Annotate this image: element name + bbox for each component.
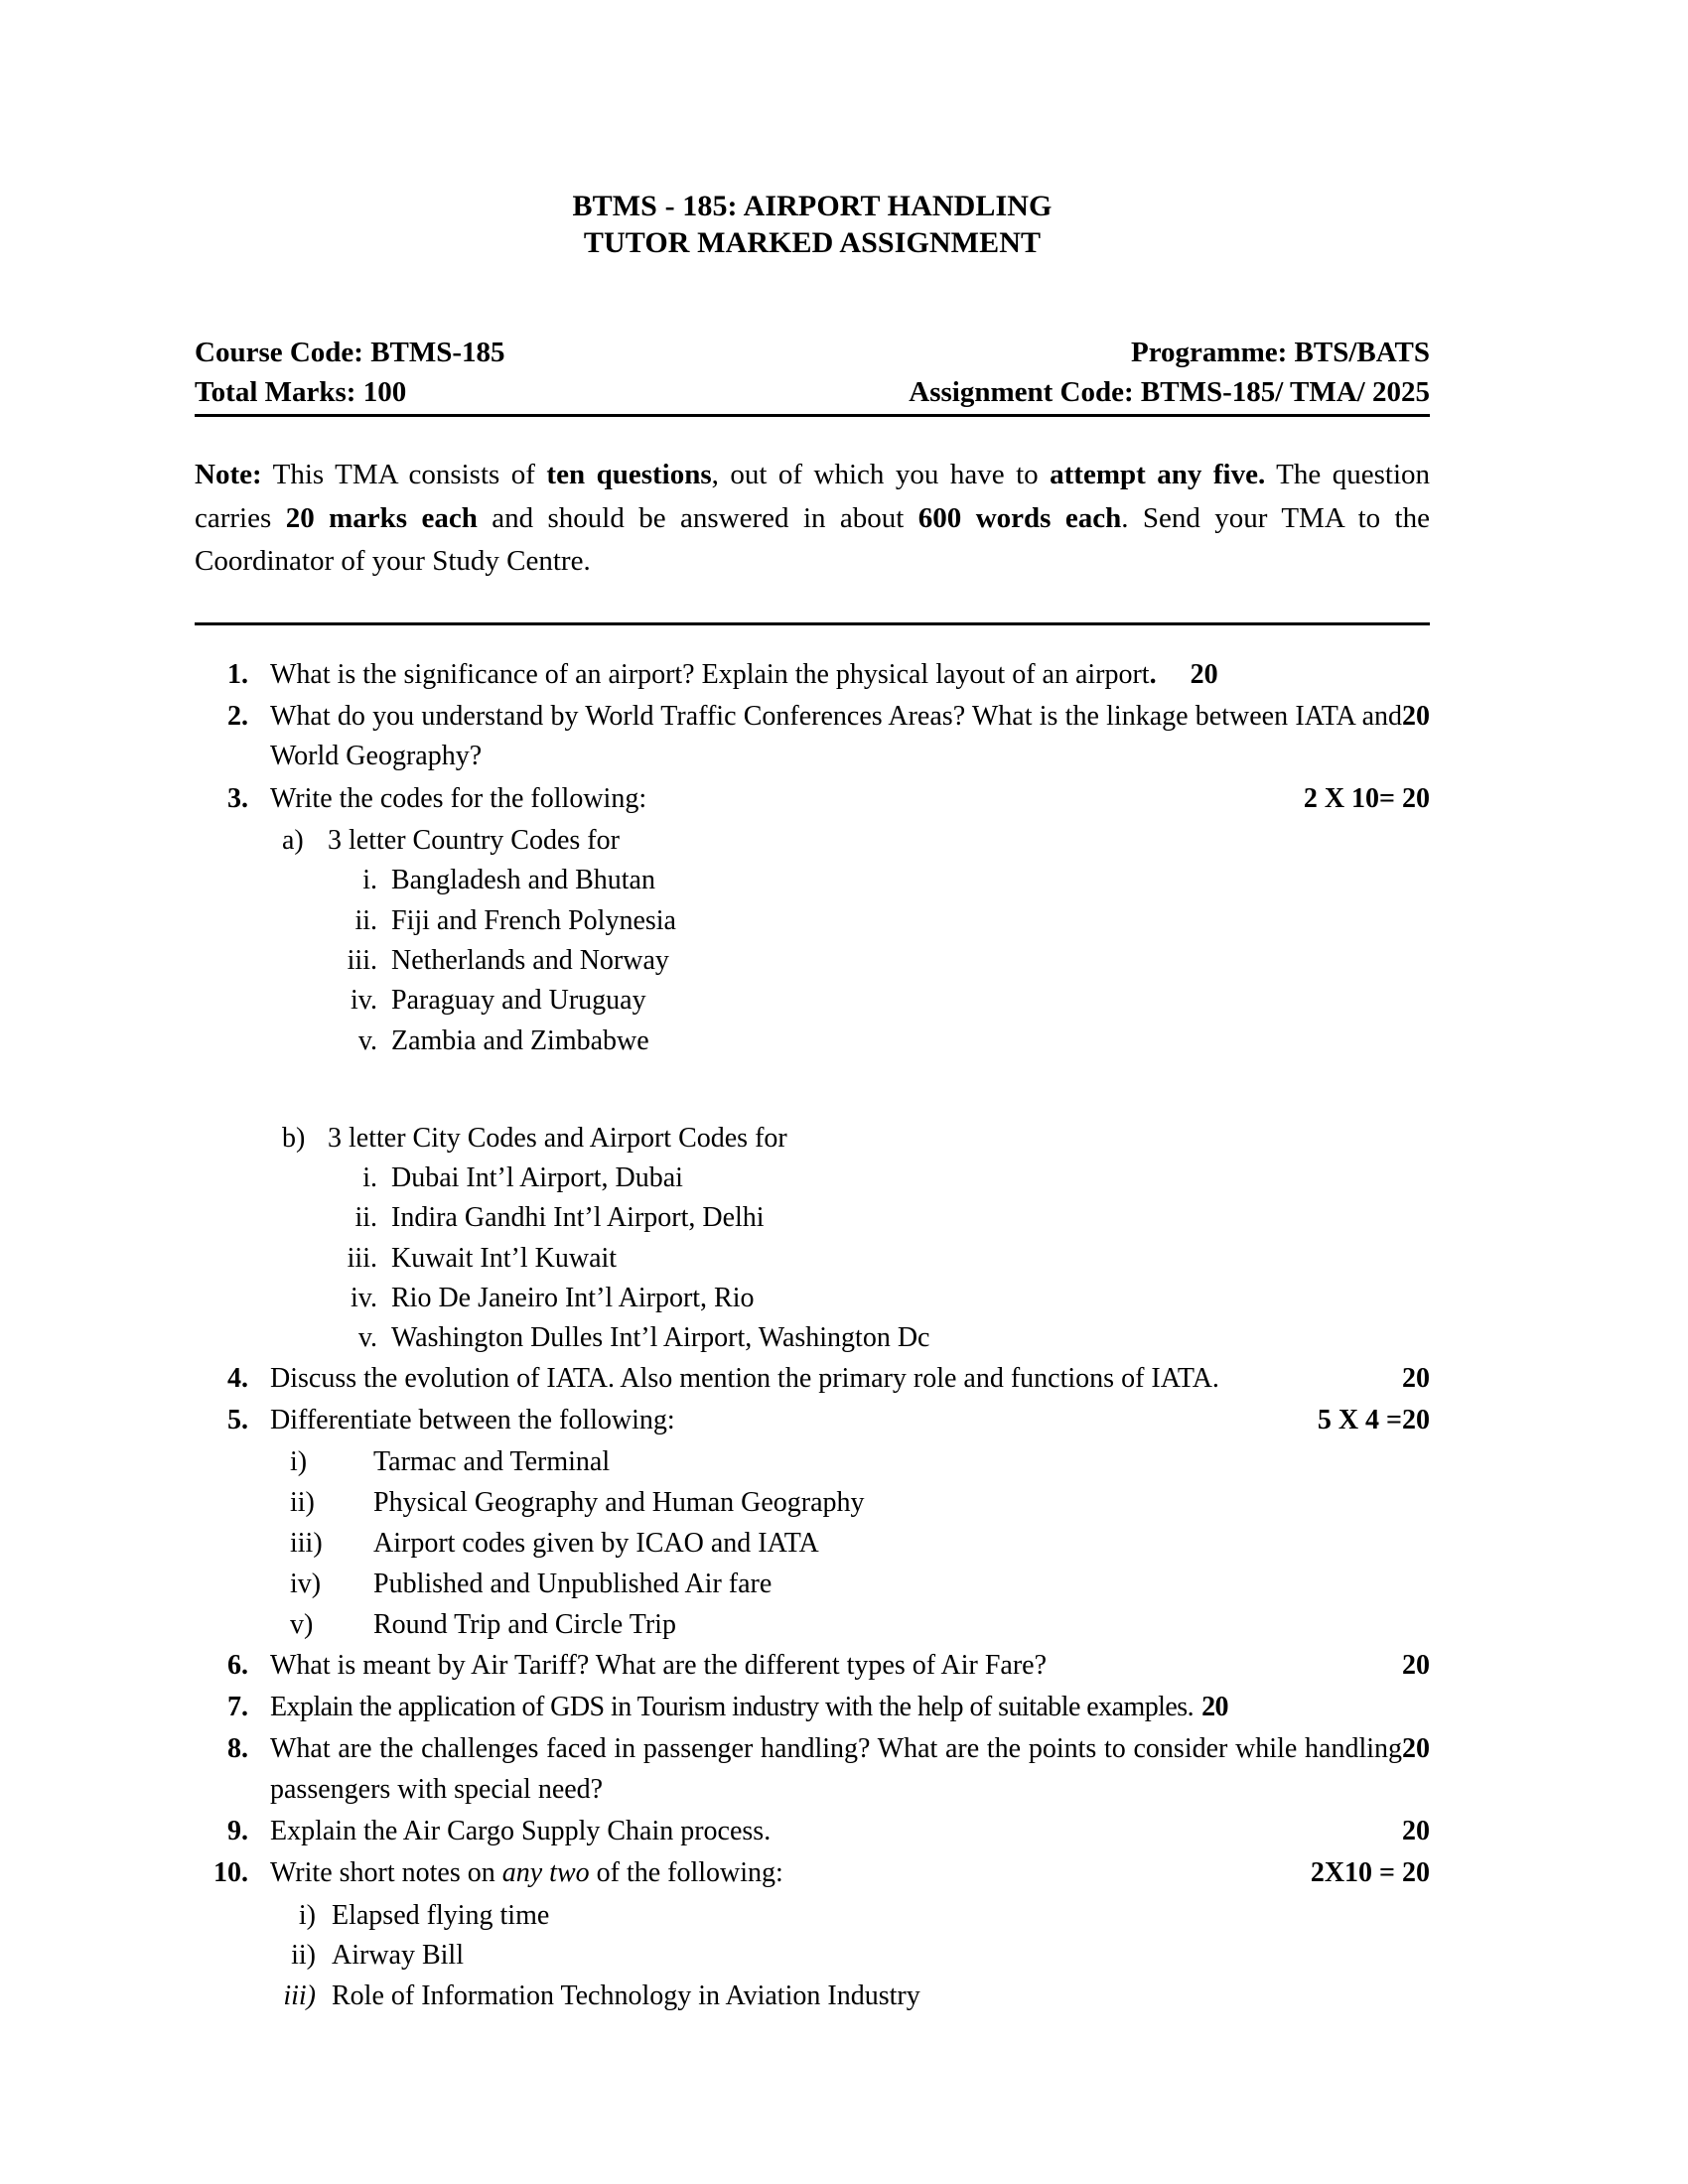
note-bold-600-words: 600 words each: [917, 501, 1122, 534]
list-marker: ii.: [354, 904, 377, 936]
assignment-code: Assignment Code: BTMS-185/ TMA/ 2025: [909, 376, 1430, 409]
list-text: Round Trip and Circle Trip: [373, 1608, 676, 1640]
list-text: Zambia and Zimbabwe: [391, 1024, 649, 1056]
list-marker: ii): [290, 1487, 315, 1519]
question-marks-3: 2 X 10= 20: [1303, 782, 1430, 814]
header-row-marks: [195, 372, 1430, 412]
question-number-4: 4.: [227, 1362, 248, 1394]
question-text-9: Explain the Air Cargo Supply Chain process.: [270, 1815, 772, 1846]
sub-group-a-title: 3 letter Country Codes for: [328, 824, 620, 856]
list-marker: iii): [290, 1528, 323, 1560]
list-marker: iv): [290, 1568, 322, 1599]
list-text: Kuwait Int’l Kuwait: [391, 1242, 618, 1274]
question-text-10: [270, 1853, 783, 1893]
list-item: [195, 1977, 1430, 2017]
question-item-7: [195, 1688, 1430, 1727]
list-text: Paraguay and Uruguay: [391, 985, 646, 1017]
list-item: [195, 981, 1430, 1021]
question-line-10: [270, 1853, 1430, 1893]
question-body-5: [248, 1401, 1430, 1440]
list-item: [195, 1198, 1430, 1238]
course-code: Course Code: BTMS-185: [195, 337, 505, 369]
list-item: [195, 1896, 1430, 1937]
question-line-4: [270, 1359, 1430, 1399]
question-10-sublist: [195, 1896, 1430, 2018]
question-marks-1: 20: [1190, 658, 1218, 690]
list-text: Fiji and French Polynesia: [391, 904, 676, 936]
note-paragraph: [195, 454, 1430, 584]
question-number-6: 6.: [227, 1649, 248, 1681]
question-number-10: 10.: [213, 1857, 248, 1889]
list-item: [195, 1605, 1430, 1646]
list-marker: iii.: [347, 1242, 377, 1274]
sub-group-b-marker: b): [282, 1122, 306, 1154]
question-text-5: Differentiate between the following:: [270, 1405, 675, 1436]
list-item: [195, 901, 1430, 941]
list-item: [195, 1239, 1430, 1279]
questions-list: [195, 655, 1430, 2018]
question-text-6: What is meant by Air Tariff? What are the different types of Air Fare?: [270, 1649, 1048, 1681]
list-item: [195, 1936, 1430, 1977]
note-bold-attempt-any-five: attempt any five.: [1050, 459, 1266, 491]
question-marks-10: 2X10 = 20: [1310, 1857, 1430, 1889]
list-text: Dubai Int’l Airport, Dubai: [391, 1162, 683, 1194]
list-text: Airway Bill: [332, 1940, 464, 1972]
programme: Programme: BTS/BATS: [1130, 337, 1430, 369]
question-marks-9: 20: [1402, 1815, 1430, 1846]
list-item: [195, 1318, 1430, 1358]
list-text: Tarmac and Terminal: [373, 1446, 611, 1478]
list-item: [195, 1483, 1430, 1524]
sub-group-b-title: 3 letter City Codes and Airport Codes for: [328, 1122, 787, 1154]
note-block: [195, 417, 1430, 625]
question-item-2: [195, 697, 1430, 777]
question-marks-6: 20: [1402, 1649, 1430, 1681]
list-text: Role of Information Technology in Aviation Industry: [332, 1980, 920, 2012]
list-item: [195, 941, 1430, 981]
list-marker: v.: [357, 1322, 377, 1354]
question-item-1: [195, 655, 1430, 695]
question-body-7: [248, 1688, 1430, 1727]
question-text-10-post: of the following:: [589, 1857, 783, 1889]
list-text: Published and Unpublished Air fare: [373, 1568, 773, 1599]
question-body-3: [248, 779, 1430, 819]
list-marker: v): [290, 1608, 314, 1640]
list-marker: ii.: [354, 1202, 377, 1234]
list-item: [195, 1442, 1430, 1483]
list-item: [195, 1159, 1430, 1198]
question-body-1: [248, 655, 1430, 695]
assignment-header-block: [195, 333, 1430, 417]
list-marker: i): [298, 1899, 316, 1931]
list-item: [195, 1279, 1430, 1318]
question-body-4: [248, 1359, 1430, 1399]
question-text-2: [270, 697, 1430, 777]
note-part-1: This TMA consists of: [261, 459, 547, 491]
question-text-1: [270, 655, 1430, 695]
list-marker: ii): [291, 1940, 316, 1972]
question-line-6: [270, 1646, 1430, 1686]
question-body-9: [248, 1812, 1430, 1851]
question-text-7: [270, 1688, 1430, 1727]
question-number-9: 9.: [227, 1815, 248, 1846]
note-part-4: and should be answered in about: [477, 501, 918, 534]
note-label: Note:: [195, 459, 262, 491]
question-body-8: [248, 1729, 1430, 1810]
sub-group-a-heading: [195, 821, 1430, 861]
question-text-7-main: Explain the application of GDS in Tourism industry with the help of suitable examples.: [270, 1692, 1195, 1723]
list-item: [195, 1565, 1430, 1605]
question-text-4: Discuss the evolution of IATA. Also mention the primary role and functions of IATA.: [270, 1362, 1219, 1394]
question-text-1-main: What is the significance of an airport? Explain the physical layout of an airport: [270, 658, 1150, 690]
list-text: Physical Geography and Human Geography: [373, 1487, 865, 1519]
question-marks-4: 20: [1402, 1362, 1430, 1394]
question-body-2: [248, 697, 1430, 777]
list-text: Indira Gandhi Int’l Airport, Delhi: [391, 1202, 765, 1234]
question-marks-8: 20: [1402, 1733, 1430, 1765]
question-item-8: [195, 1729, 1430, 1810]
question-item-6: [195, 1646, 1430, 1686]
list-text: Airport codes given by ICAO and IATA: [373, 1528, 819, 1560]
sub-group-a-marker: a): [282, 824, 304, 856]
list-spacer: [195, 1061, 1430, 1119]
list-marker: i.: [362, 865, 377, 896]
question-number-5: 5.: [227, 1405, 248, 1436]
question-text-8: [270, 1729, 1430, 1810]
title-line-1: BTMS - 185: AIRPORT HANDLING: [572, 190, 1053, 222]
question-text-10-italic: any two: [501, 1857, 590, 1889]
note-bold-ten-questions: ten questions: [546, 459, 712, 491]
list-marker: iv.: [351, 985, 377, 1017]
question-item-5: [195, 1401, 1430, 1440]
question-body-10: [248, 1853, 1430, 1893]
question-body-6: [248, 1646, 1430, 1686]
question-number-1: 1.: [227, 658, 248, 690]
list-item: [195, 1022, 1430, 1061]
question-3-group-b: [195, 1119, 1430, 1359]
question-line-5: [270, 1401, 1430, 1440]
total-marks: Total Marks: 100: [195, 376, 407, 409]
list-item: [195, 1524, 1430, 1565]
document-content: [195, 0, 1430, 2017]
question-number-8: 8.: [227, 1733, 248, 1765]
list-marker: iii.: [347, 944, 377, 976]
list-marker: v.: [357, 1024, 377, 1056]
sub-group-b-heading: [195, 1119, 1430, 1159]
list-marker: iv.: [351, 1283, 377, 1314]
question-item-4: [195, 1359, 1430, 1399]
question-line-3: [270, 779, 1430, 819]
question-text-10-pre: Write short notes on: [270, 1857, 502, 1889]
note-part-3: The question carries: [195, 459, 1431, 534]
header-row-course: [195, 333, 1430, 372]
note-part-2: , out of which you have to: [711, 459, 1051, 491]
title-line-2: TUTOR MARKED ASSIGNMENT: [583, 225, 1042, 259]
question-line-9: [270, 1812, 1430, 1851]
document-title: [195, 0, 1430, 261]
question-5-sublist: [195, 1442, 1430, 1645]
question-item-3: [195, 779, 1430, 819]
list-marker: i.: [362, 1162, 377, 1194]
list-text: Elapsed flying time: [332, 1899, 550, 1931]
question-number-3: 3.: [227, 782, 248, 814]
list-text: Washington Dulles Int’l Airport, Washington Dc: [391, 1322, 930, 1354]
list-text: Bangladesh and Bhutan: [391, 865, 655, 896]
note-bold-20-marks: 20 marks each: [285, 501, 478, 534]
list-text: Rio De Janeiro Int’l Airport, Rio: [391, 1283, 755, 1314]
question-text-3: Write the codes for the following:: [270, 782, 647, 814]
question-number-2: 2.: [227, 701, 248, 733]
note-part-5: . Send your TMA to the Coordinator of your Study Centre.: [195, 501, 1430, 578]
list-marker: iii): [283, 1980, 316, 2012]
question-marks-7: 20: [1201, 1692, 1228, 1723]
question-marks-2: 20: [1402, 701, 1430, 733]
question-marks-5: 5 X 4 =20: [1317, 1405, 1430, 1436]
list-item: [195, 861, 1430, 900]
question-number-7: 7.: [227, 1692, 248, 1723]
list-text: Netherlands and Norway: [391, 944, 669, 976]
question-text-2-main: What do you understand by World Traffic Conferences Areas? What is the linkage between IATA and World Geography?: [270, 701, 1402, 772]
question-item-10: [195, 1853, 1430, 1893]
question-item-9: [195, 1812, 1430, 1851]
question-3-group-a: [195, 821, 1430, 1061]
list-marker: i): [290, 1446, 308, 1478]
question-text-8-main: What are the challenges faced in passenger handling? What are the points to consider while handling passengers with special need?: [270, 1733, 1402, 1805]
question-text-1-period: .: [1149, 658, 1157, 690]
